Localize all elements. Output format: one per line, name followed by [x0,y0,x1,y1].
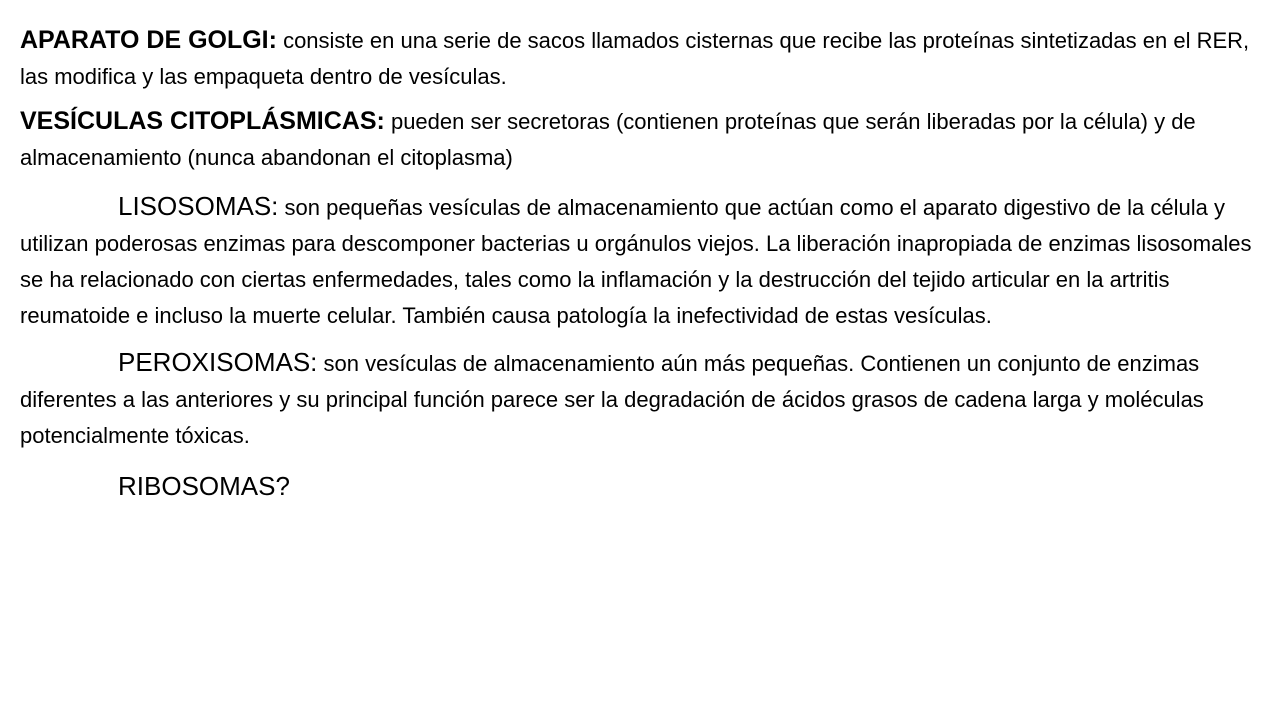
slide-content [20,22,1260,504]
term-ribosomas: RIBOSOMAS? [118,471,290,501]
text-vesiculas: pueden ser secretoras (contienen proteínas que serán liberadas por la célula) y de almacenamiento (nunca abandonan el citoplasma) [20,109,1196,170]
paragraph-lisosomas [20,188,1260,334]
paragraph-vesiculas [20,103,1260,176]
term-golgi: APARATO DE GOLGI: [20,26,277,54]
text-golgi: consiste en una serie de sacos llamados cisternas que recibe las proteínas sintetizadas en el RER, las modifica y las empaqueta dentro de vesículas. [20,28,1250,89]
term-peroxisomas: PEROXISOMAS: [118,347,318,377]
paragraph-golgi [20,22,1260,95]
term-vesiculas: VESÍCULAS CITOPLÁSMICAS: [20,107,385,135]
term-lisosomas: LISOSOMAS: [118,191,279,221]
text-peroxisomas: son vesículas de almacenamiento aún más pequeñas. Contienen un conjunto de enzimas diferentes a las anteriores y su principal función parece ser la degradación de ácidos grasos de cadena larga y moléculas potencialmente tóxicas. [20,351,1204,448]
paragraph-ribosomas [20,468,1260,504]
paragraph-peroxisomas [20,344,1260,454]
text-lisosomas: son pequeñas vesículas de almacenamiento que actúan como el aparato digestivo de la célula y utilizan poderosas enzimas para descomponer bacterias u orgánulos viejos. La liberación inapropiada de enzimas lisosomales se ha relacionado con ciertas enfermedades, tales como la inflamación y la destrucción del tejido articular en la artritis reumatoide e incluso la muerte celular. También causa patología la inefectividad de estas vesículas. [20,195,1252,328]
